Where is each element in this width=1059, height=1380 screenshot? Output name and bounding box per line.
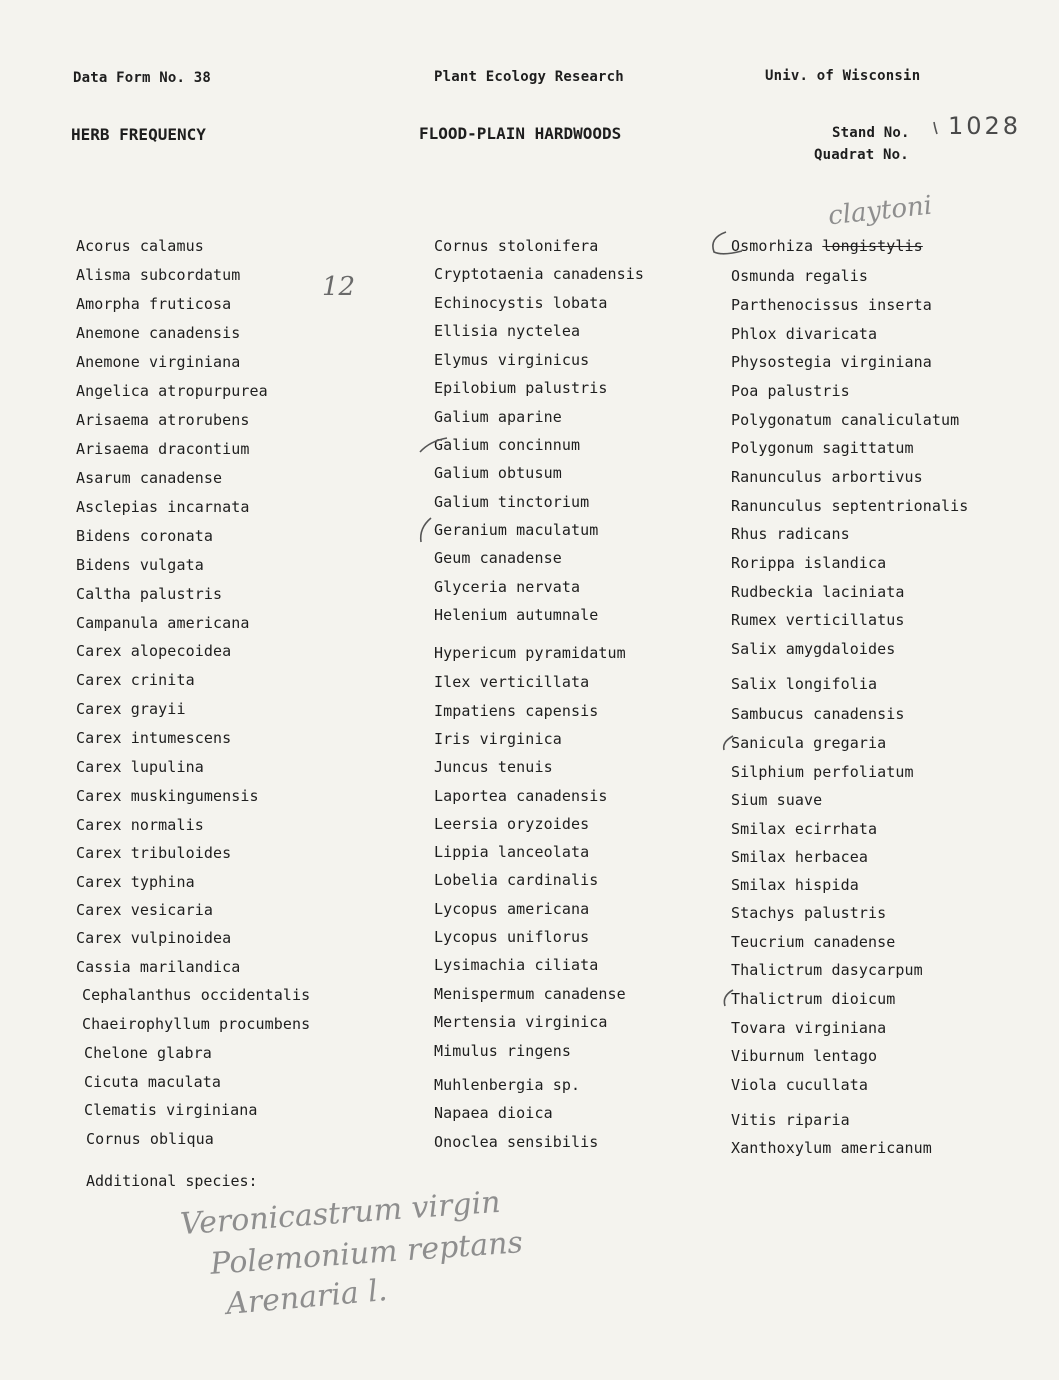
species-entry: Carex crinita bbox=[76, 671, 195, 689]
species-entry: Viburnum lentago bbox=[731, 1047, 878, 1065]
species-entry: Osmunda regalis bbox=[731, 267, 868, 285]
species-entry: Epilobium palustris bbox=[434, 379, 608, 397]
species-entry: Rhus radicans bbox=[731, 525, 850, 543]
species-entry: Napaea dioica bbox=[434, 1104, 553, 1122]
species-entry: Polygonatum canaliculatum bbox=[731, 411, 960, 429]
species-entry: Xanthoxylum americanum bbox=[731, 1139, 932, 1157]
species-entry: Clematis virginiana bbox=[84, 1101, 258, 1119]
species-entry: Lobelia cardinalis bbox=[434, 871, 599, 889]
species-entry: Cassia marilandica bbox=[76, 958, 241, 976]
species-entry: Mertensia virginica bbox=[434, 1013, 608, 1031]
species-entry: Sanicula gregaria bbox=[731, 734, 887, 752]
handwritten-margin-number: 12 bbox=[322, 272, 356, 302]
species-entry: Juncus tenuis bbox=[434, 758, 553, 776]
species-entry: Carex tribuloides bbox=[76, 844, 232, 862]
species-entry: Ilex verticillata bbox=[434, 673, 590, 691]
species-entry: Galium obtusum bbox=[434, 464, 562, 482]
species-entry: Galium concinnum bbox=[434, 436, 581, 454]
species-entry: Stachys palustris bbox=[731, 904, 887, 922]
species-entry: Vitis riparia bbox=[731, 1111, 850, 1129]
check-mark-osmorhiza bbox=[713, 232, 742, 254]
species-entry: Carex alopecoidea bbox=[76, 642, 232, 660]
handwritten-additional-3: Arenaria l. bbox=[224, 1273, 389, 1322]
species-entry: Smilax hispida bbox=[731, 876, 859, 894]
check-mark-galium-concinnum bbox=[420, 438, 447, 452]
species-entry: Smilax ecirrhata bbox=[731, 820, 878, 838]
species-entry: Carex vesicaria bbox=[76, 901, 213, 919]
species-genus: Osmorhiza bbox=[731, 237, 814, 255]
species-entry: Chaeirophyllum procumbens bbox=[82, 1015, 311, 1033]
species-entry: Geranium maculatum bbox=[434, 521, 599, 539]
handwritten-additional-1: Veronicastrum virgin bbox=[179, 1184, 502, 1243]
species-entry: Muhlenbergia sp. bbox=[434, 1076, 581, 1094]
species-entry: Smilax herbacea bbox=[731, 848, 868, 866]
species-entry: Teucrium canadense bbox=[731, 933, 896, 951]
species-entry: Carex normalis bbox=[76, 816, 204, 834]
form-title: HERB FREQUENCY bbox=[71, 125, 206, 144]
species-entry: Lycopus americana bbox=[434, 900, 590, 918]
species-entry: Salix amygdaloides bbox=[731, 640, 896, 658]
species-entry: Onoclea sensibilis bbox=[434, 1133, 599, 1151]
species-entry: Impatiens capensis bbox=[434, 702, 599, 720]
species-entry: Asarum canadense bbox=[76, 469, 223, 487]
species-entry: Caltha palustris bbox=[76, 585, 223, 603]
species-entry: Polygonum sagittatum bbox=[731, 439, 914, 457]
species-entry: Silphium perfoliatum bbox=[731, 763, 914, 781]
stand-number-stamp: 1028 bbox=[948, 112, 1022, 140]
research-label: Plant Ecology Research bbox=[434, 69, 624, 85]
species-entry: Galium tinctorium bbox=[434, 493, 590, 511]
species-entry: Anemone virginiana bbox=[76, 353, 241, 371]
species-entry: Helenium autumnale bbox=[434, 606, 599, 624]
species-entry: Cicuta maculata bbox=[84, 1073, 221, 1091]
species-entry: Thalictrum dioicum bbox=[731, 990, 896, 1008]
species-entry: Carex intumescens bbox=[76, 729, 232, 747]
species-entry: Ellisia nyctelea bbox=[434, 322, 581, 340]
species-entry: Lysimachia ciliata bbox=[434, 956, 599, 974]
species-entry: Galium aparine bbox=[434, 408, 562, 426]
additional-species-label: Additional species: bbox=[86, 1172, 258, 1190]
species-entry: Lippia lanceolata bbox=[434, 843, 590, 861]
species-entry: Asclepias incarnata bbox=[76, 498, 250, 516]
species-entry: Mimulus ringens bbox=[434, 1042, 571, 1060]
species-entry: Leersia oryzoides bbox=[434, 815, 590, 833]
species-entry: Carex lupulina bbox=[76, 758, 204, 776]
species-entry: Cornus stolonifera bbox=[434, 237, 599, 255]
species-entry: Alisma subcordatum bbox=[76, 266, 241, 284]
species-entry: Chelone glabra bbox=[84, 1044, 212, 1062]
species-entry: Cornus obliqua bbox=[86, 1130, 214, 1148]
species-entry: Parthenocissus inserta bbox=[731, 296, 932, 314]
university-label: Univ. of Wisconsin bbox=[765, 68, 921, 84]
species-entry: Geum canadense bbox=[434, 549, 562, 567]
species-entry: Poa palustris bbox=[731, 382, 850, 400]
community-title: FLOOD-PLAIN HARDWOODS bbox=[419, 124, 622, 143]
species-entry: Thalictrum dasycarpum bbox=[731, 961, 923, 979]
form-number: Data Form No. 38 bbox=[73, 70, 212, 86]
quadrat-label: Quadrat No. bbox=[814, 147, 909, 163]
species-entry: Hypericum pyramidatum bbox=[434, 644, 626, 662]
species-entry: Bidens coronata bbox=[76, 527, 213, 545]
species-entry: Lycopus uniflorus bbox=[434, 928, 590, 946]
species-entry: Ranunculus septentrionalis bbox=[731, 497, 969, 515]
species-entry: Sambucus canadensis bbox=[731, 705, 905, 723]
species-entry: Elymus virginicus bbox=[434, 351, 590, 369]
species-entry: Campanula americana bbox=[76, 614, 250, 632]
species-entry: Salix longifolia bbox=[731, 675, 878, 693]
species-entry: Anemone canadensis bbox=[76, 324, 241, 342]
stand-label: Stand No. bbox=[832, 125, 910, 141]
species-entry: Cephalanthus occidentalis bbox=[82, 986, 311, 1004]
species-entry: Glyceria nervata bbox=[434, 578, 581, 596]
species-entry: Carex muskingumensis bbox=[76, 787, 259, 805]
species-entry: Arisaema dracontium bbox=[76, 440, 250, 458]
species-entry: Carex vulpinoidea bbox=[76, 929, 232, 947]
species-entry: Echinocystis lobata bbox=[434, 294, 608, 312]
species-entry: Laportea canadensis bbox=[434, 787, 608, 805]
check-mark-geranium-maculatum bbox=[421, 518, 431, 542]
species-entry: Angelica atropurpurea bbox=[76, 382, 268, 400]
check-mark-sanicula bbox=[724, 736, 733, 750]
species-entry: Menispermum canadense bbox=[434, 985, 626, 1003]
species-entry: Rumex verticillatus bbox=[731, 611, 905, 629]
species-entry: Iris virginica bbox=[434, 730, 562, 748]
species-entry: Rudbeckia laciniata bbox=[731, 583, 905, 601]
species-entry: Acorus calamus bbox=[76, 237, 204, 255]
species-entry: Arisaema atrorubens bbox=[76, 411, 250, 429]
species-entry: Viola cucullata bbox=[731, 1076, 868, 1094]
handwritten-correction: claytoni bbox=[826, 190, 934, 232]
species-entry: Carex typhina bbox=[76, 873, 195, 891]
species-entry: Rorippa islandica bbox=[731, 554, 887, 572]
species-entry: Amorpha fruticosa bbox=[76, 295, 232, 313]
handwritten-additional-2: Polemonium reptans bbox=[209, 1225, 524, 1282]
struck-epithet: longistylis bbox=[822, 237, 923, 255]
species-entry: Bidens vulgata bbox=[76, 556, 204, 574]
species-entry: Ranunculus arbortivus bbox=[731, 468, 923, 486]
species-entry: Carex grayii bbox=[76, 700, 186, 718]
species-entry: Sium suave bbox=[731, 791, 823, 809]
species-entry: Cryptotaenia canadensis bbox=[434, 265, 645, 283]
check-mark-thalictrum-dioicum bbox=[724, 990, 733, 1006]
stand-tick-mark bbox=[934, 122, 937, 134]
species-entry: Physostegia virginiana bbox=[731, 353, 932, 371]
species-entry: Phlox divaricata bbox=[731, 325, 878, 343]
species-entry: Tovara virginiana bbox=[731, 1019, 887, 1037]
